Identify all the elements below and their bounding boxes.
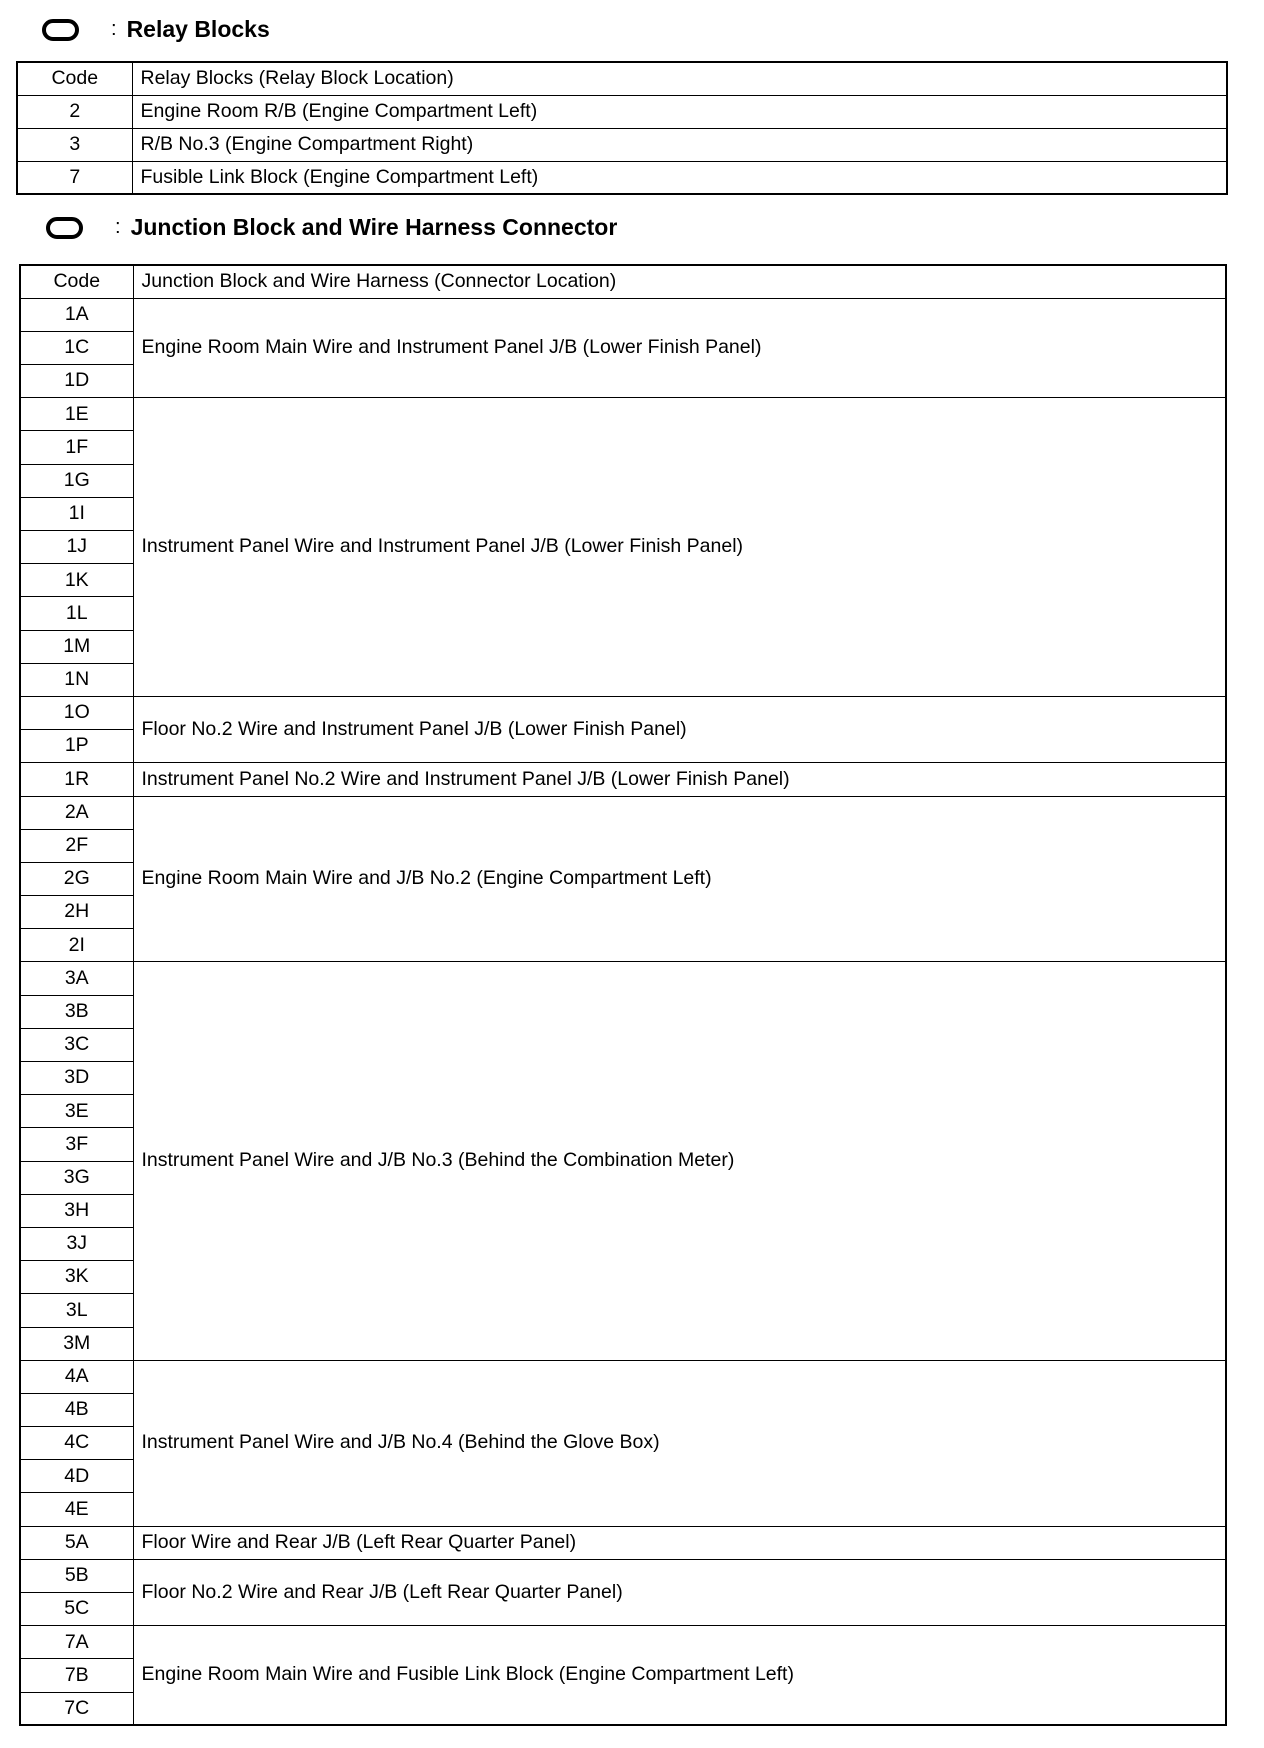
relay-block-oval-icon [42,19,79,41]
junction-code-cell: 7C [20,1692,133,1725]
junction-header-row [20,265,1226,298]
relay-header-code: Code [17,62,132,95]
junction-code-cell: 1L [20,597,133,630]
relay-desc-cell: Fusible Link Block (Engine Compartment Left) [132,161,1227,194]
junction-row [20,763,1226,796]
junction-code-cell: 2G [20,862,133,895]
junction-header-desc: Junction Block and Wire Harness (Connector Location) [133,265,1226,298]
junction-code-cell: 2F [20,829,133,862]
junction-block-table [19,264,1227,1726]
junction-code-cell: 3G [20,1161,133,1194]
junction-code-cell: 1R [20,763,133,796]
relay-header-row [17,62,1227,95]
junction-code-cell: 4D [20,1460,133,1493]
relay-desc-cell: Engine Room R/B (Engine Compartment Left) [132,95,1227,128]
junction-code-cell: 4E [20,1493,133,1526]
junction-code-cell: 1I [20,497,133,530]
junction-code-cell: 2I [20,929,133,962]
junction-row [20,298,1226,331]
junction-code-cell: 1K [20,564,133,597]
relay-section-title: Relay Blocks [126,16,270,42]
junction-code-cell: 5B [20,1559,133,1592]
relay-row [17,95,1227,128]
relay-header-desc: Relay Blocks (Relay Block Location) [132,62,1227,95]
relay-section-header [42,16,270,43]
junction-desc-cell: Floor No.2 Wire and Instrument Panel J/B (Lower Finish Panel) [133,696,1226,762]
junction-code-cell: 2A [20,796,133,829]
junction-code-cell: 1D [20,365,133,398]
junction-code-cell: 3K [20,1261,133,1294]
junction-row [20,696,1226,729]
junction-section-title: Junction Block and Wire Harness Connector [130,214,618,240]
junction-code-cell: 1P [20,730,133,763]
relay-code-cell: 2 [17,95,132,128]
junction-row [20,1360,1226,1393]
junction-desc-cell: Engine Room Main Wire and Fusible Link Block (Engine Compartment Left) [133,1626,1226,1726]
junction-code-cell: 5C [20,1593,133,1626]
junction-code-cell: 3H [20,1194,133,1227]
junction-code-cell: 3B [20,995,133,1028]
junction-code-cell: 7A [20,1626,133,1659]
junction-desc-cell: Instrument Panel Wire and J/B No.4 (Behind the Glove Box) [133,1360,1226,1526]
junction-desc-cell: Floor Wire and Rear J/B (Left Rear Quarter Panel) [133,1526,1226,1559]
junction-code-cell: 1F [20,431,133,464]
junction-row [20,962,1226,995]
relay-desc-cell: R/B No.3 (Engine Compartment Right) [132,128,1227,161]
relay-code-cell: 3 [17,128,132,161]
junction-code-cell: 1C [20,331,133,364]
relay-blocks-table [16,61,1228,195]
relay-row [17,161,1227,194]
junction-row [20,398,1226,431]
junction-desc-cell: Instrument Panel No.2 Wire and Instrument Panel J/B (Lower Finish Panel) [133,763,1226,796]
junction-code-cell: 3J [20,1227,133,1260]
junction-code-cell: 4B [20,1393,133,1426]
junction-block-oval-icon [46,217,83,239]
junction-code-cell: 1O [20,696,133,729]
junction-code-cell: 1N [20,663,133,696]
junction-code-cell: 1G [20,464,133,497]
junction-desc-cell: Engine Room Main Wire and J/B No.2 (Engine Compartment Left) [133,796,1226,962]
junction-header-code: Code [20,265,133,298]
junction-code-cell: 1A [20,298,133,331]
junction-colon: : [115,216,121,238]
junction-code-cell: 1E [20,398,133,431]
junction-code-cell: 3E [20,1095,133,1128]
junction-code-cell: 3M [20,1327,133,1360]
junction-desc-cell: Instrument Panel Wire and Instrument Panel J/B (Lower Finish Panel) [133,398,1226,697]
junction-desc-cell: Instrument Panel Wire and J/B No.3 (Behind the Combination Meter) [133,962,1226,1360]
junction-code-cell: 3F [20,1128,133,1161]
junction-row [20,1626,1226,1659]
junction-row [20,1559,1226,1592]
junction-section-header [46,214,617,241]
junction-code-cell: 2H [20,896,133,929]
junction-code-cell: 3C [20,1028,133,1061]
relay-row [17,128,1227,161]
junction-code-cell: 1J [20,531,133,564]
junction-code-cell: 7B [20,1659,133,1692]
junction-code-cell: 3A [20,962,133,995]
junction-desc-cell: Floor No.2 Wire and Rear J/B (Left Rear Quarter Panel) [133,1559,1226,1625]
relay-colon: : [111,18,117,40]
junction-code-cell: 3D [20,1062,133,1095]
junction-code-cell: 4A [20,1360,133,1393]
junction-code-cell: 5A [20,1526,133,1559]
relay-code-cell: 7 [17,161,132,194]
junction-row [20,1526,1226,1559]
junction-row [20,796,1226,829]
junction-code-cell: 3L [20,1294,133,1327]
junction-desc-cell: Engine Room Main Wire and Instrument Panel J/B (Lower Finish Panel) [133,298,1226,398]
junction-code-cell: 1M [20,630,133,663]
junction-code-cell: 4C [20,1427,133,1460]
